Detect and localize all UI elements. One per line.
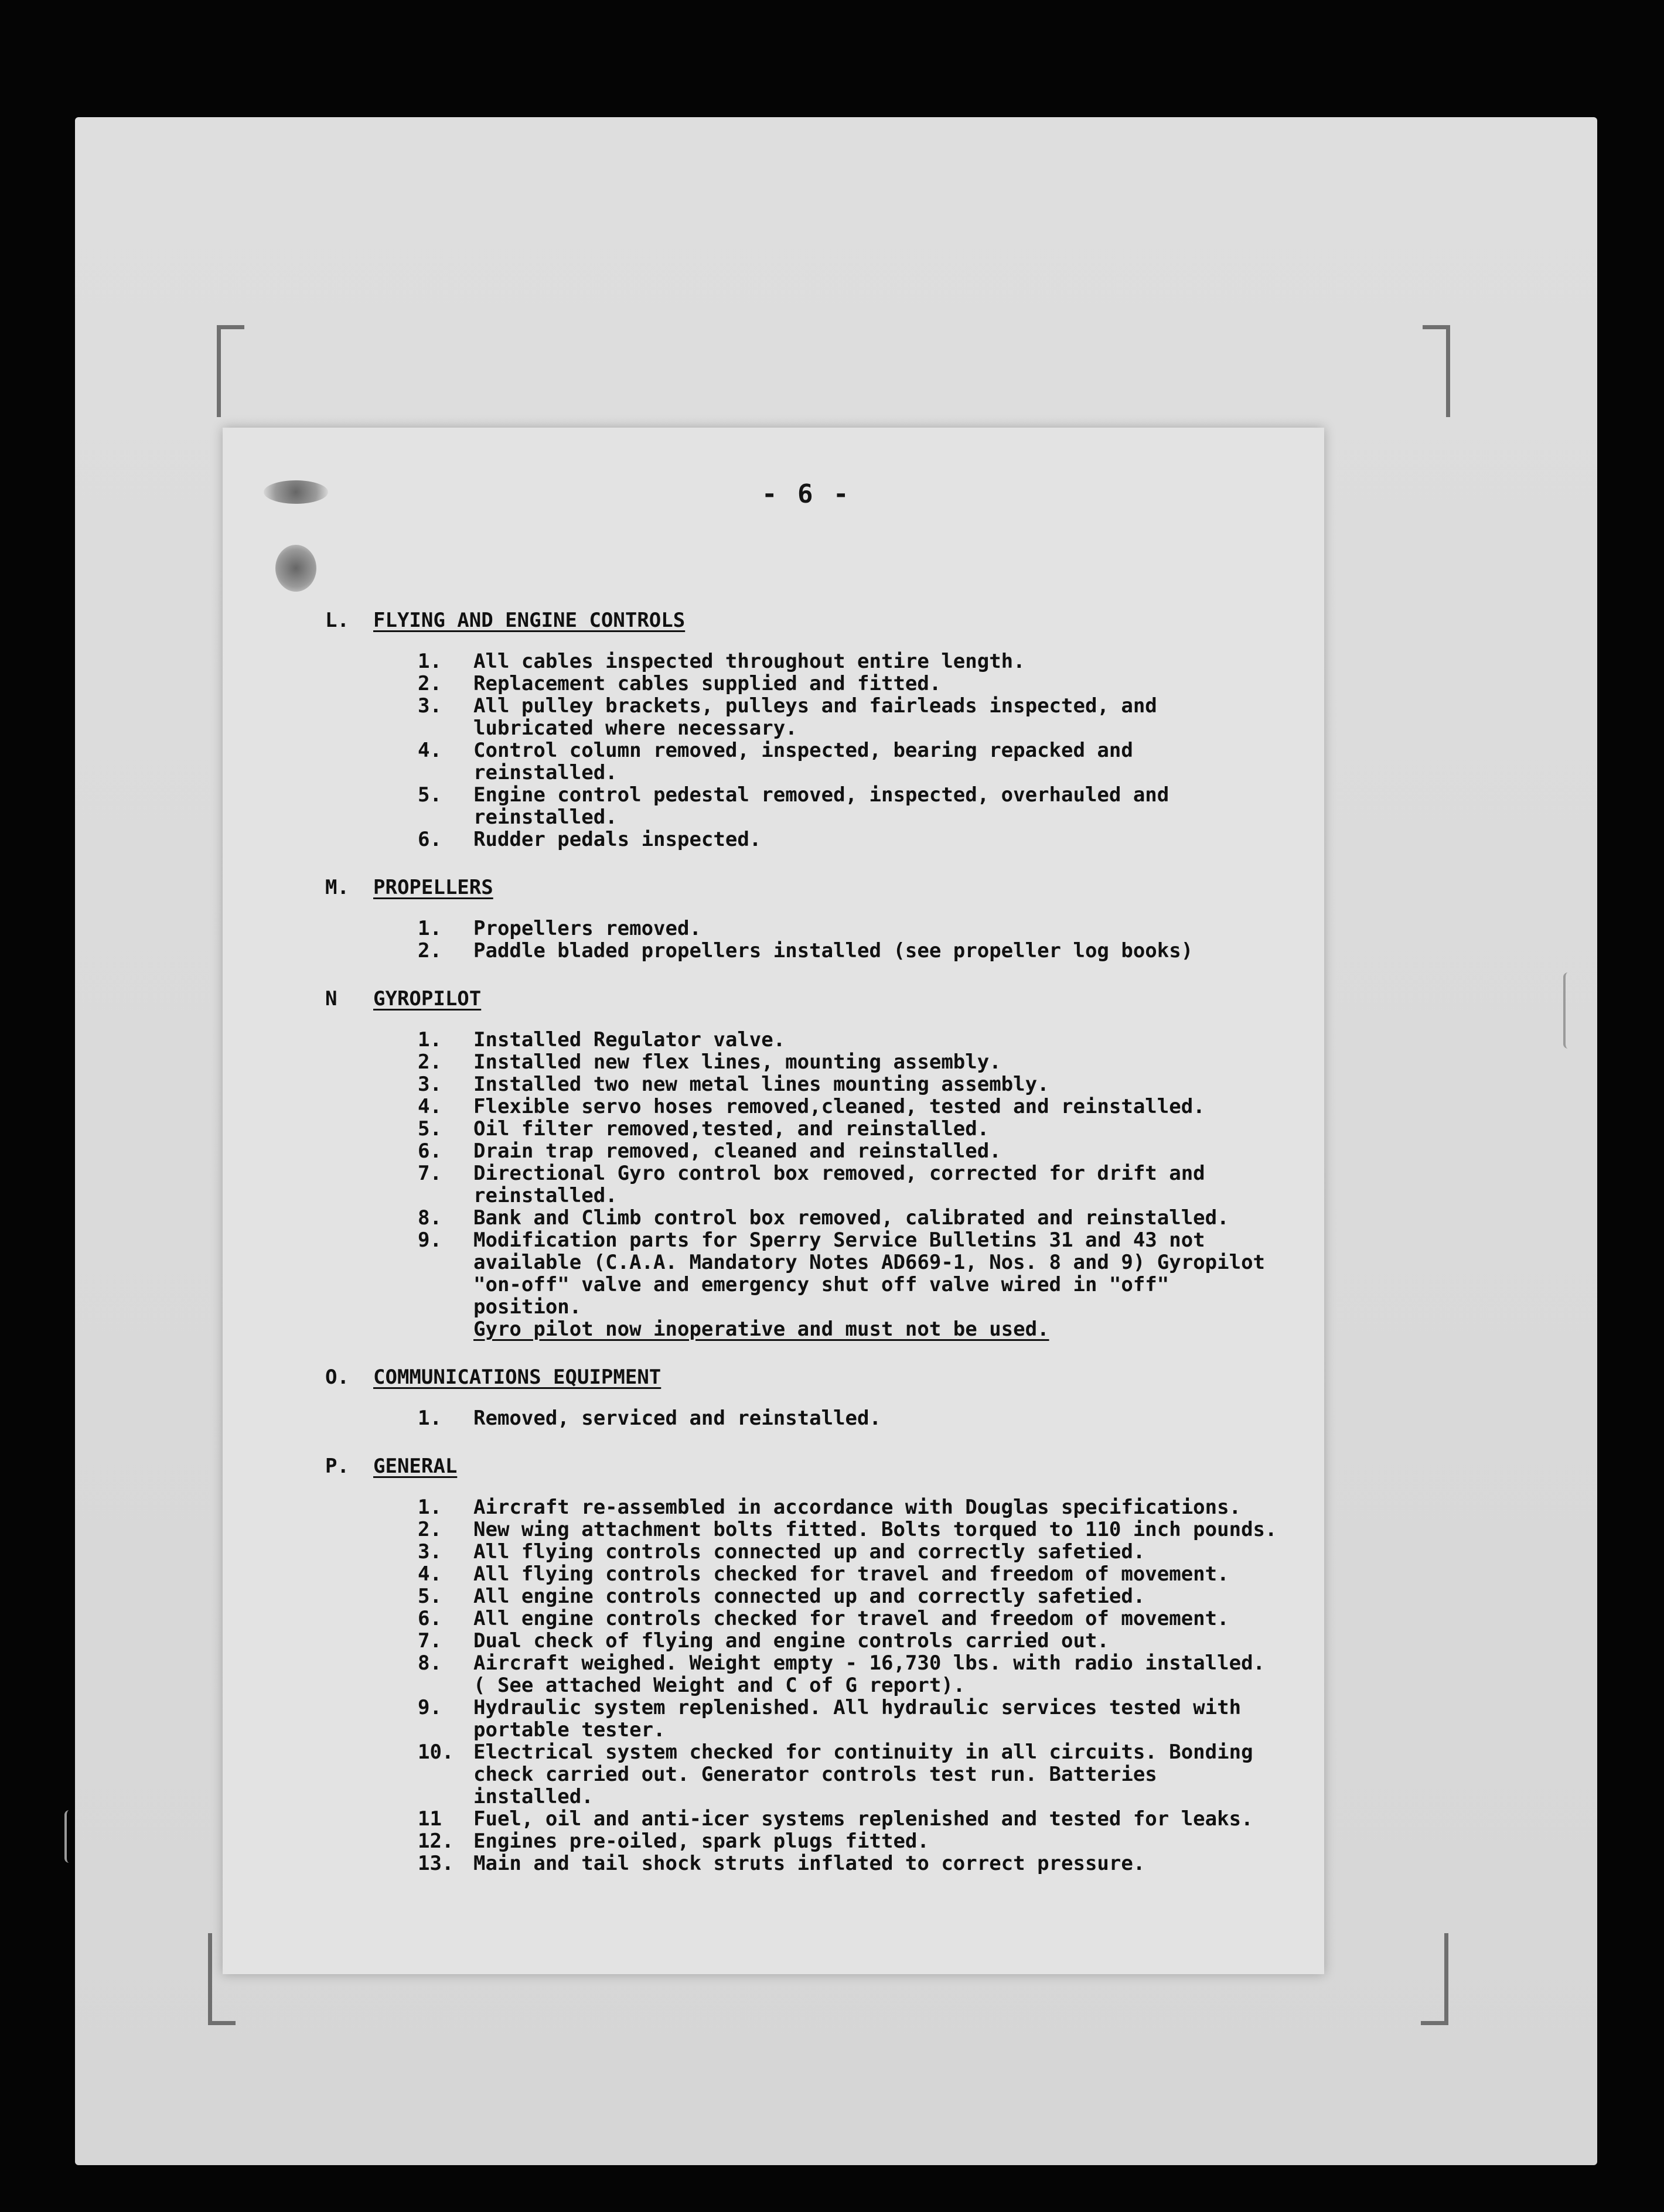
- list-item: [325, 940, 1321, 962]
- item-text: Control column removed, inspected, bearing repacked and reinstalled.: [473, 739, 1133, 784]
- item-text: Installed two new metal lines mounting assembly.: [473, 1073, 1049, 1096]
- item-text: New wing attachment bolts fitted. Bolts torqued to 110 inch pounds.: [473, 1518, 1277, 1541]
- list-item: [325, 1407, 1321, 1429]
- list-item: [325, 1051, 1321, 1073]
- item-text-block: [473, 1229, 1282, 1340]
- item-text-block: [473, 1585, 1282, 1607]
- item-number: 1.: [418, 650, 442, 673]
- item-text: Engine control pedestal removed, inspected, overhauled and reinstalled.: [473, 783, 1169, 829]
- item-number: 2.: [418, 1050, 442, 1074]
- item-number: 11: [418, 1807, 442, 1831]
- item-text-block: [473, 1808, 1282, 1830]
- section-letter: L.: [325, 609, 349, 632]
- section-heading: [325, 1366, 1321, 1388]
- list-item: [325, 1607, 1321, 1630]
- item-text-block: [473, 1207, 1282, 1229]
- item-text: Installed Regulator valve.: [473, 1028, 786, 1052]
- item-text: Flexible servo hoses removed,cleaned, tested and reinstalled.: [473, 1095, 1205, 1118]
- list-item: [325, 1808, 1321, 1830]
- item-text-block: [473, 1073, 1282, 1095]
- list-item: [325, 1830, 1321, 1852]
- item-number: 3.: [418, 1073, 442, 1096]
- item-text: Replacement cables supplied and fitted.: [473, 672, 942, 695]
- crop-mark-top-left: [217, 325, 244, 417]
- item-number: 4.: [418, 1562, 442, 1586]
- list-item: [325, 1585, 1321, 1607]
- item-number: 10.: [418, 1740, 454, 1764]
- item-text-block: [473, 1518, 1282, 1541]
- list-item: [325, 1207, 1321, 1229]
- item-text-block: [473, 917, 1282, 940]
- item-number: 9.: [418, 1696, 442, 1719]
- item-text: Propellers removed.: [473, 917, 701, 940]
- item-text: All engine controls checked for travel and freedom of movement.: [473, 1607, 1229, 1630]
- list-item: [325, 1852, 1321, 1875]
- item-number: 9.: [418, 1228, 442, 1252]
- item-text: Paddle bladed propellers installed (see propeller log books): [473, 939, 1194, 962]
- item-number: 2.: [418, 939, 442, 962]
- item-list: [325, 650, 1321, 851]
- list-item: [325, 1095, 1321, 1118]
- section-heading: [325, 988, 1321, 1010]
- item-list: [325, 917, 1321, 962]
- item-number: 7.: [418, 1162, 442, 1185]
- item-text-block: [473, 1162, 1282, 1207]
- list-item: [325, 1029, 1321, 1051]
- section-title: PROPELLERS: [373, 876, 493, 899]
- item-number: 7.: [418, 1629, 442, 1653]
- section-heading: [325, 876, 1321, 899]
- item-text: Installed new flex lines, mounting assembly.: [473, 1050, 1001, 1074]
- margin-mark: [1563, 972, 1573, 1049]
- item-text-block: [473, 1652, 1282, 1696]
- item-number: 3.: [418, 694, 442, 718]
- item-number: 5.: [418, 783, 442, 807]
- item-number: 4.: [418, 1095, 442, 1118]
- item-text: Dual check of flying and engine controls carried out.: [473, 1629, 1109, 1653]
- item-text-block: [473, 940, 1282, 962]
- item-number: 1.: [418, 1407, 442, 1430]
- item-number: 4.: [418, 739, 442, 762]
- item-number: 8.: [418, 1651, 442, 1675]
- list-item: [325, 1073, 1321, 1095]
- item-text-block: [473, 1852, 1282, 1875]
- item-list: [325, 1407, 1321, 1429]
- page-number: - 6 -: [762, 479, 851, 509]
- item-warning-underlined: Gyro pilot now inoperative and must not be used.: [473, 1317, 1049, 1341]
- list-item: [325, 1563, 1321, 1585]
- section-letter: O.: [325, 1366, 349, 1389]
- section-heading: [325, 1455, 1321, 1477]
- item-number: 8.: [418, 1206, 442, 1230]
- item-text-block: [473, 1095, 1282, 1118]
- list-item: [325, 828, 1321, 851]
- list-item: [325, 673, 1321, 695]
- item-text-block: [473, 650, 1282, 673]
- list-item: [325, 1741, 1321, 1808]
- item-text: All flying controls connected up and correctly safetied.: [473, 1540, 1145, 1564]
- item-list: [325, 1029, 1321, 1340]
- item-text: All engine controls connected up and correctly safetied.: [473, 1585, 1145, 1608]
- item-number: 3.: [418, 1540, 442, 1564]
- item-text-block: [473, 1741, 1282, 1808]
- item-text-block: [473, 1140, 1282, 1162]
- item-text: Aircraft re-assembled in accordance with Douglas specifications.: [473, 1496, 1242, 1519]
- item-text-block: [473, 1496, 1282, 1518]
- item-number: 6.: [418, 1607, 442, 1630]
- item-text-block: [473, 1407, 1282, 1429]
- document-body: [325, 609, 1321, 1900]
- list-item: [325, 1229, 1321, 1340]
- item-text-block: [473, 1563, 1282, 1585]
- item-text: Directional Gyro control box removed, corrected for drift and reinstalled.: [473, 1162, 1205, 1207]
- item-text: Hydraulic system replenished. All hydraulic services tested with portable tester.: [473, 1696, 1242, 1742]
- section: [325, 1366, 1321, 1429]
- section: [325, 609, 1321, 851]
- item-text: Removed, serviced and reinstalled.: [473, 1407, 881, 1430]
- list-item: [325, 1652, 1321, 1696]
- item-number: 5.: [418, 1117, 442, 1141]
- item-text: Main and tail shock struts inflated to correct pressure.: [473, 1852, 1145, 1875]
- crop-mark-bottom-right: [1421, 1933, 1448, 2025]
- list-item: [325, 1496, 1321, 1518]
- item-text: Modification parts for Sperry Service Bulletins 31 and 43 not available (C.A.A. Mandatory Notes AD669-1, Nos. 8 and 9) Gyropilot "on-off" valve and emergency shut off valve wired in "off" position.: [473, 1228, 1266, 1319]
- section: [325, 876, 1321, 962]
- item-text-block: [473, 1051, 1282, 1073]
- item-number: 1.: [418, 1028, 442, 1052]
- section: [325, 988, 1321, 1340]
- item-text-block: [473, 673, 1282, 695]
- item-number: 1.: [418, 917, 442, 940]
- item-text-block: [473, 784, 1282, 828]
- section-letter: P.: [325, 1455, 349, 1478]
- list-item: [325, 917, 1321, 940]
- list-item: [325, 784, 1321, 828]
- item-number: 6.: [418, 828, 442, 851]
- item-text-block: [473, 1630, 1282, 1652]
- item-number: 1.: [418, 1496, 442, 1519]
- section: [325, 1455, 1321, 1875]
- paper-stain: [275, 545, 316, 592]
- item-text-block: [473, 828, 1282, 851]
- list-item: [325, 1630, 1321, 1652]
- item-text: Bank and Climb control box removed, calibrated and reinstalled.: [473, 1206, 1229, 1230]
- item-text: Aircraft weighed. Weight empty - 16,730 lbs. with radio installed. ( See attached Weight and C of G report).: [473, 1651, 1266, 1697]
- item-text: Electrical system checked for continuity in all circuits. Bonding check carried out. Generator controls test run. Batteries installed.: [473, 1740, 1253, 1808]
- list-item: [325, 1118, 1321, 1140]
- section-title: GYROPILOT: [373, 987, 482, 1011]
- list-item: [325, 1162, 1321, 1207]
- item-number: 12.: [418, 1829, 454, 1853]
- item-text-block: [473, 1607, 1282, 1630]
- item-text: All flying controls checked for travel and freedom of movement.: [473, 1562, 1229, 1586]
- paper-stain: [264, 480, 328, 504]
- item-number: 2.: [418, 1518, 442, 1541]
- list-item: [325, 1518, 1321, 1541]
- item-number: 6.: [418, 1139, 442, 1163]
- item-list: [325, 1496, 1321, 1875]
- section-letter: N: [325, 987, 337, 1011]
- item-text: All cables inspected throughout entire length.: [473, 650, 1025, 673]
- section-letter: M.: [325, 876, 349, 899]
- item-number: 2.: [418, 672, 442, 695]
- item-text: Oil filter removed,tested, and reinstalled.: [473, 1117, 990, 1141]
- section-title: GENERAL: [373, 1455, 458, 1478]
- section-title: FLYING AND ENGINE CONTROLS: [373, 609, 686, 632]
- item-text-block: [473, 695, 1282, 739]
- section-title: COMMUNICATIONS EQUIPMENT: [373, 1366, 661, 1389]
- item-text-block: [473, 1118, 1282, 1140]
- item-text-block: [473, 1541, 1282, 1563]
- item-text: All pulley brackets, pulleys and fairleads inspected, and lubricated where necessary.: [473, 694, 1157, 740]
- list-item: [325, 739, 1321, 784]
- list-item: [325, 1541, 1321, 1563]
- item-text-block: [473, 1696, 1282, 1741]
- margin-mark: [64, 1810, 74, 1863]
- item-text: Fuel, oil and anti-icer systems replenished and tested for leaks.: [473, 1807, 1253, 1831]
- item-number: 13.: [418, 1852, 454, 1875]
- item-text-block: [473, 739, 1282, 784]
- crop-mark-top-right: [1423, 325, 1450, 417]
- list-item: [325, 695, 1321, 739]
- item-text-block: [473, 1830, 1282, 1852]
- list-item: [325, 650, 1321, 673]
- item-text: Rudder pedals inspected.: [473, 828, 762, 851]
- item-text-block: [473, 1029, 1282, 1051]
- list-item: [325, 1140, 1321, 1162]
- item-text: Engines pre-oiled, spark plugs fitted.: [473, 1829, 929, 1853]
- list-item: [325, 1696, 1321, 1741]
- item-text: Drain trap removed, cleaned and reinstalled.: [473, 1139, 1001, 1163]
- item-number: 5.: [418, 1585, 442, 1608]
- section-heading: [325, 609, 1321, 631]
